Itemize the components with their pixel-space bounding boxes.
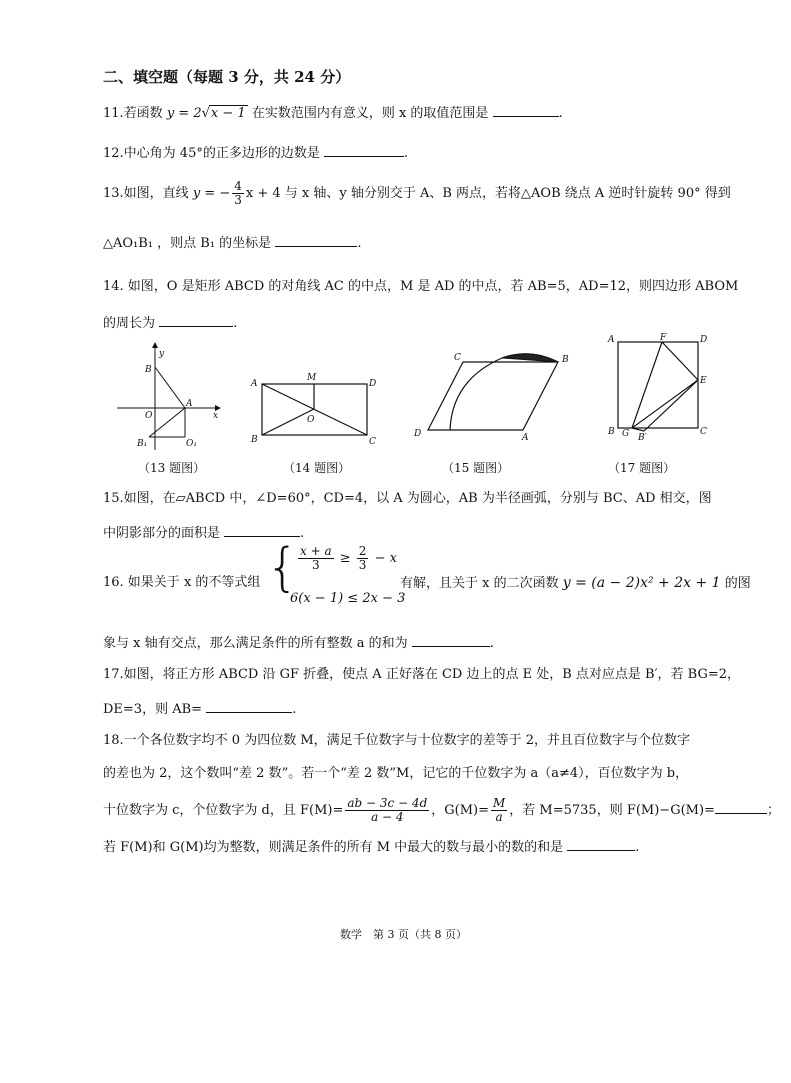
fig13-label-B1: B₁ [137, 439, 148, 449]
q18-f-den: a − 4 [371, 810, 404, 824]
answer-blank-15[interactable] [224, 524, 300, 537]
fig17-label-G: G [622, 429, 630, 439]
fig17-label-Bp: B′ [638, 433, 647, 443]
q18-line3-suffix: ，若 M=5735，则 F(M)−G(M)= [509, 803, 715, 818]
fig14-label-M: M [307, 373, 317, 383]
question-17-line2 [103, 700, 296, 718]
q18-line3-end: ； [766, 803, 780, 818]
fig15-label-B: B [562, 355, 569, 365]
answer-blank-18b[interactable] [567, 838, 635, 851]
figure-15 [408, 346, 578, 446]
q16-ineq1-rden: 3 [358, 558, 367, 572]
q11-end: . [558, 106, 563, 121]
fig13-label-y: y [159, 349, 165, 359]
question-18-line4 [103, 838, 639, 856]
q17-line2: DE=3，则 AB= [103, 702, 203, 717]
question-16-line1-tail [400, 575, 751, 592]
q16-end: . [489, 636, 494, 651]
fig13-label-O: O [145, 411, 153, 421]
answer-blank-18a[interactable] [715, 801, 767, 814]
q15-end: . [300, 526, 305, 541]
fig17-label-C: C [700, 427, 707, 437]
q16-brace: { [266, 538, 300, 598]
fig13-label-x: x [213, 411, 219, 421]
question-13-line2 [103, 234, 361, 252]
q13-line-equation: y = − [192, 186, 231, 201]
q16-inequality-1 [296, 545, 397, 572]
question-18-line3 [103, 797, 780, 824]
q16-ineq1-num: x + a [300, 544, 332, 558]
q13-line2: △AO₁B₁ ，则点 B₁ 的坐标是 [103, 236, 272, 251]
answer-blank-14[interactable] [159, 314, 233, 327]
q18-line3-mid: ，G(M)= [431, 803, 489, 818]
q18-end: . [635, 840, 640, 855]
figure-14 [247, 368, 382, 450]
q18-line3-prefix: 十位数字为 c，个位数字为 d，且 F(M)= [103, 803, 344, 818]
fig15-label-A: A [522, 433, 529, 443]
question-18-line1: 18.一个各位数字均不 0 为四位数 M，满足千位数字与十位数字的差等于 2，并且百位数字与个位数字 [103, 733, 691, 748]
q12-end: . [404, 146, 409, 161]
q16-suffix: 的图 [724, 576, 751, 591]
question-16-line2 [103, 634, 494, 652]
fig17-label-D: D [700, 335, 708, 345]
question-12 [103, 144, 408, 162]
fig17-label-B: B [608, 427, 615, 437]
q13-end: . [357, 236, 362, 251]
q17-end: . [292, 702, 297, 717]
fig13-label-A: A [186, 399, 193, 409]
caption-14: （14 题图） [283, 461, 351, 475]
answer-blank-17[interactable] [206, 700, 292, 713]
q11-suffix: 在实数范围内有意义，则 x 的取值范围是 [251, 106, 489, 121]
fig13-label-O1: O₁ [186, 439, 197, 449]
q14-end: . [233, 316, 238, 331]
caption-17: （17 题图） [608, 461, 676, 475]
fig14-label-D: D [369, 379, 377, 389]
figure-13 [115, 340, 225, 452]
fig14-label-B: B [251, 435, 258, 445]
fig14-label-O: O [307, 415, 315, 425]
q13-suffix: x + 4 与 x 轴、y 轴分别交于 A、B 两点，若将△AOB 绕点 A 逆时针旋转 90° 得到 [245, 186, 731, 201]
fig15-label-D: D [414, 429, 422, 439]
q18-g-num: M [492, 796, 506, 810]
answer-blank-13[interactable] [275, 234, 357, 247]
q12-text: 12.中心角为 45°的正多边形的边数是 [103, 146, 320, 161]
fig14-label-A: A [251, 379, 258, 389]
q16-prefix: 16. 如果关于 x 的不等式组 [103, 575, 261, 590]
answer-blank-12[interactable] [324, 144, 404, 157]
q16-middle: 有解，且关于 x 的二次函数 [400, 576, 559, 591]
q13-prefix: 13.如图，直线 [103, 186, 189, 201]
q16-ineq1-rnum: 2 [358, 544, 367, 558]
q15-line2: 中阴影部分的面积是 [103, 526, 221, 541]
question-11 [103, 104, 563, 122]
page-footer: 数学 第 3 页（共 8 页） [340, 928, 467, 941]
question-13-line1 [103, 180, 731, 207]
q18-g-den: a [495, 810, 503, 824]
fig13-label-B: B [145, 365, 152, 375]
fig15-label-C: C [454, 353, 461, 363]
answer-blank-11[interactable] [493, 104, 559, 117]
q11-expression: y = 2√x − 1 [166, 106, 246, 121]
caption-13: （13 题图） [138, 461, 206, 475]
figure-17 [604, 332, 714, 444]
fig17-label-A: A [608, 335, 615, 345]
q14-line2: 的周长为 [103, 316, 156, 331]
q13-fraction: $\frac{4}{3}$ [234, 179, 242, 207]
question-18-line2: 的差也为 2，这个数叫“差 2 数”。若一个“差 2 数”M，记它的千位数字为 a（a≠4），百位数字为 b， [103, 766, 689, 781]
q16-ineq1-tail: − x [374, 551, 397, 566]
q16-function: y = (a − 2)x² + 2x + 1 [562, 575, 721, 591]
q11-prefix: 11.若函数 [103, 106, 163, 121]
question-17-line1: 17.如图，将正方形 ABCD 沿 GF 折叠，使点 A 正好落在 CD 边上的点 E 处，B 点对应点是 B′，若 BG=2， [103, 667, 741, 682]
q16-inequality-2 [290, 591, 405, 607]
q16-line2: 象与 x 轴有交点，那么满足条件的所有整数 a 的和为 [103, 636, 408, 651]
question-15-line1: 15.如图，在▱ABCD 中，∠D=60°，CD=4，以 A 为圆心，AB 为半径画弧，分别与 BC、AD 相交，图 [103, 491, 712, 506]
q16-ineq1-den: 3 [311, 558, 320, 572]
section-header: 二、填空题（每题 3 分，共 24 分） [103, 68, 351, 86]
question-14-line1: 14. 如图，O 是矩形 ABCD 的对角线 AC 的中点，M 是 AD 的中点，若 AB=5，AD=12，则四边形 ABOM [103, 279, 739, 294]
q18-line4: 若 F(M)和 G(M)均为整数，则满足条件的所有 M 中最大的数与最小的数的和是 [103, 840, 564, 855]
answer-blank-16[interactable] [412, 634, 490, 647]
fig14-label-C: C [369, 437, 376, 447]
q16-ineq1-mid: ≥ [339, 551, 351, 566]
fig17-label-F: F [660, 333, 667, 343]
caption-15: （15 题图） [442, 461, 510, 475]
question-14-line2 [103, 314, 237, 332]
q18-f-num: ab − 3c − 4d [347, 796, 428, 810]
fig17-label-E: E [700, 376, 707, 386]
q16-ineq2: 6(x − 1) ≤ 2x − 3 [290, 591, 406, 606]
